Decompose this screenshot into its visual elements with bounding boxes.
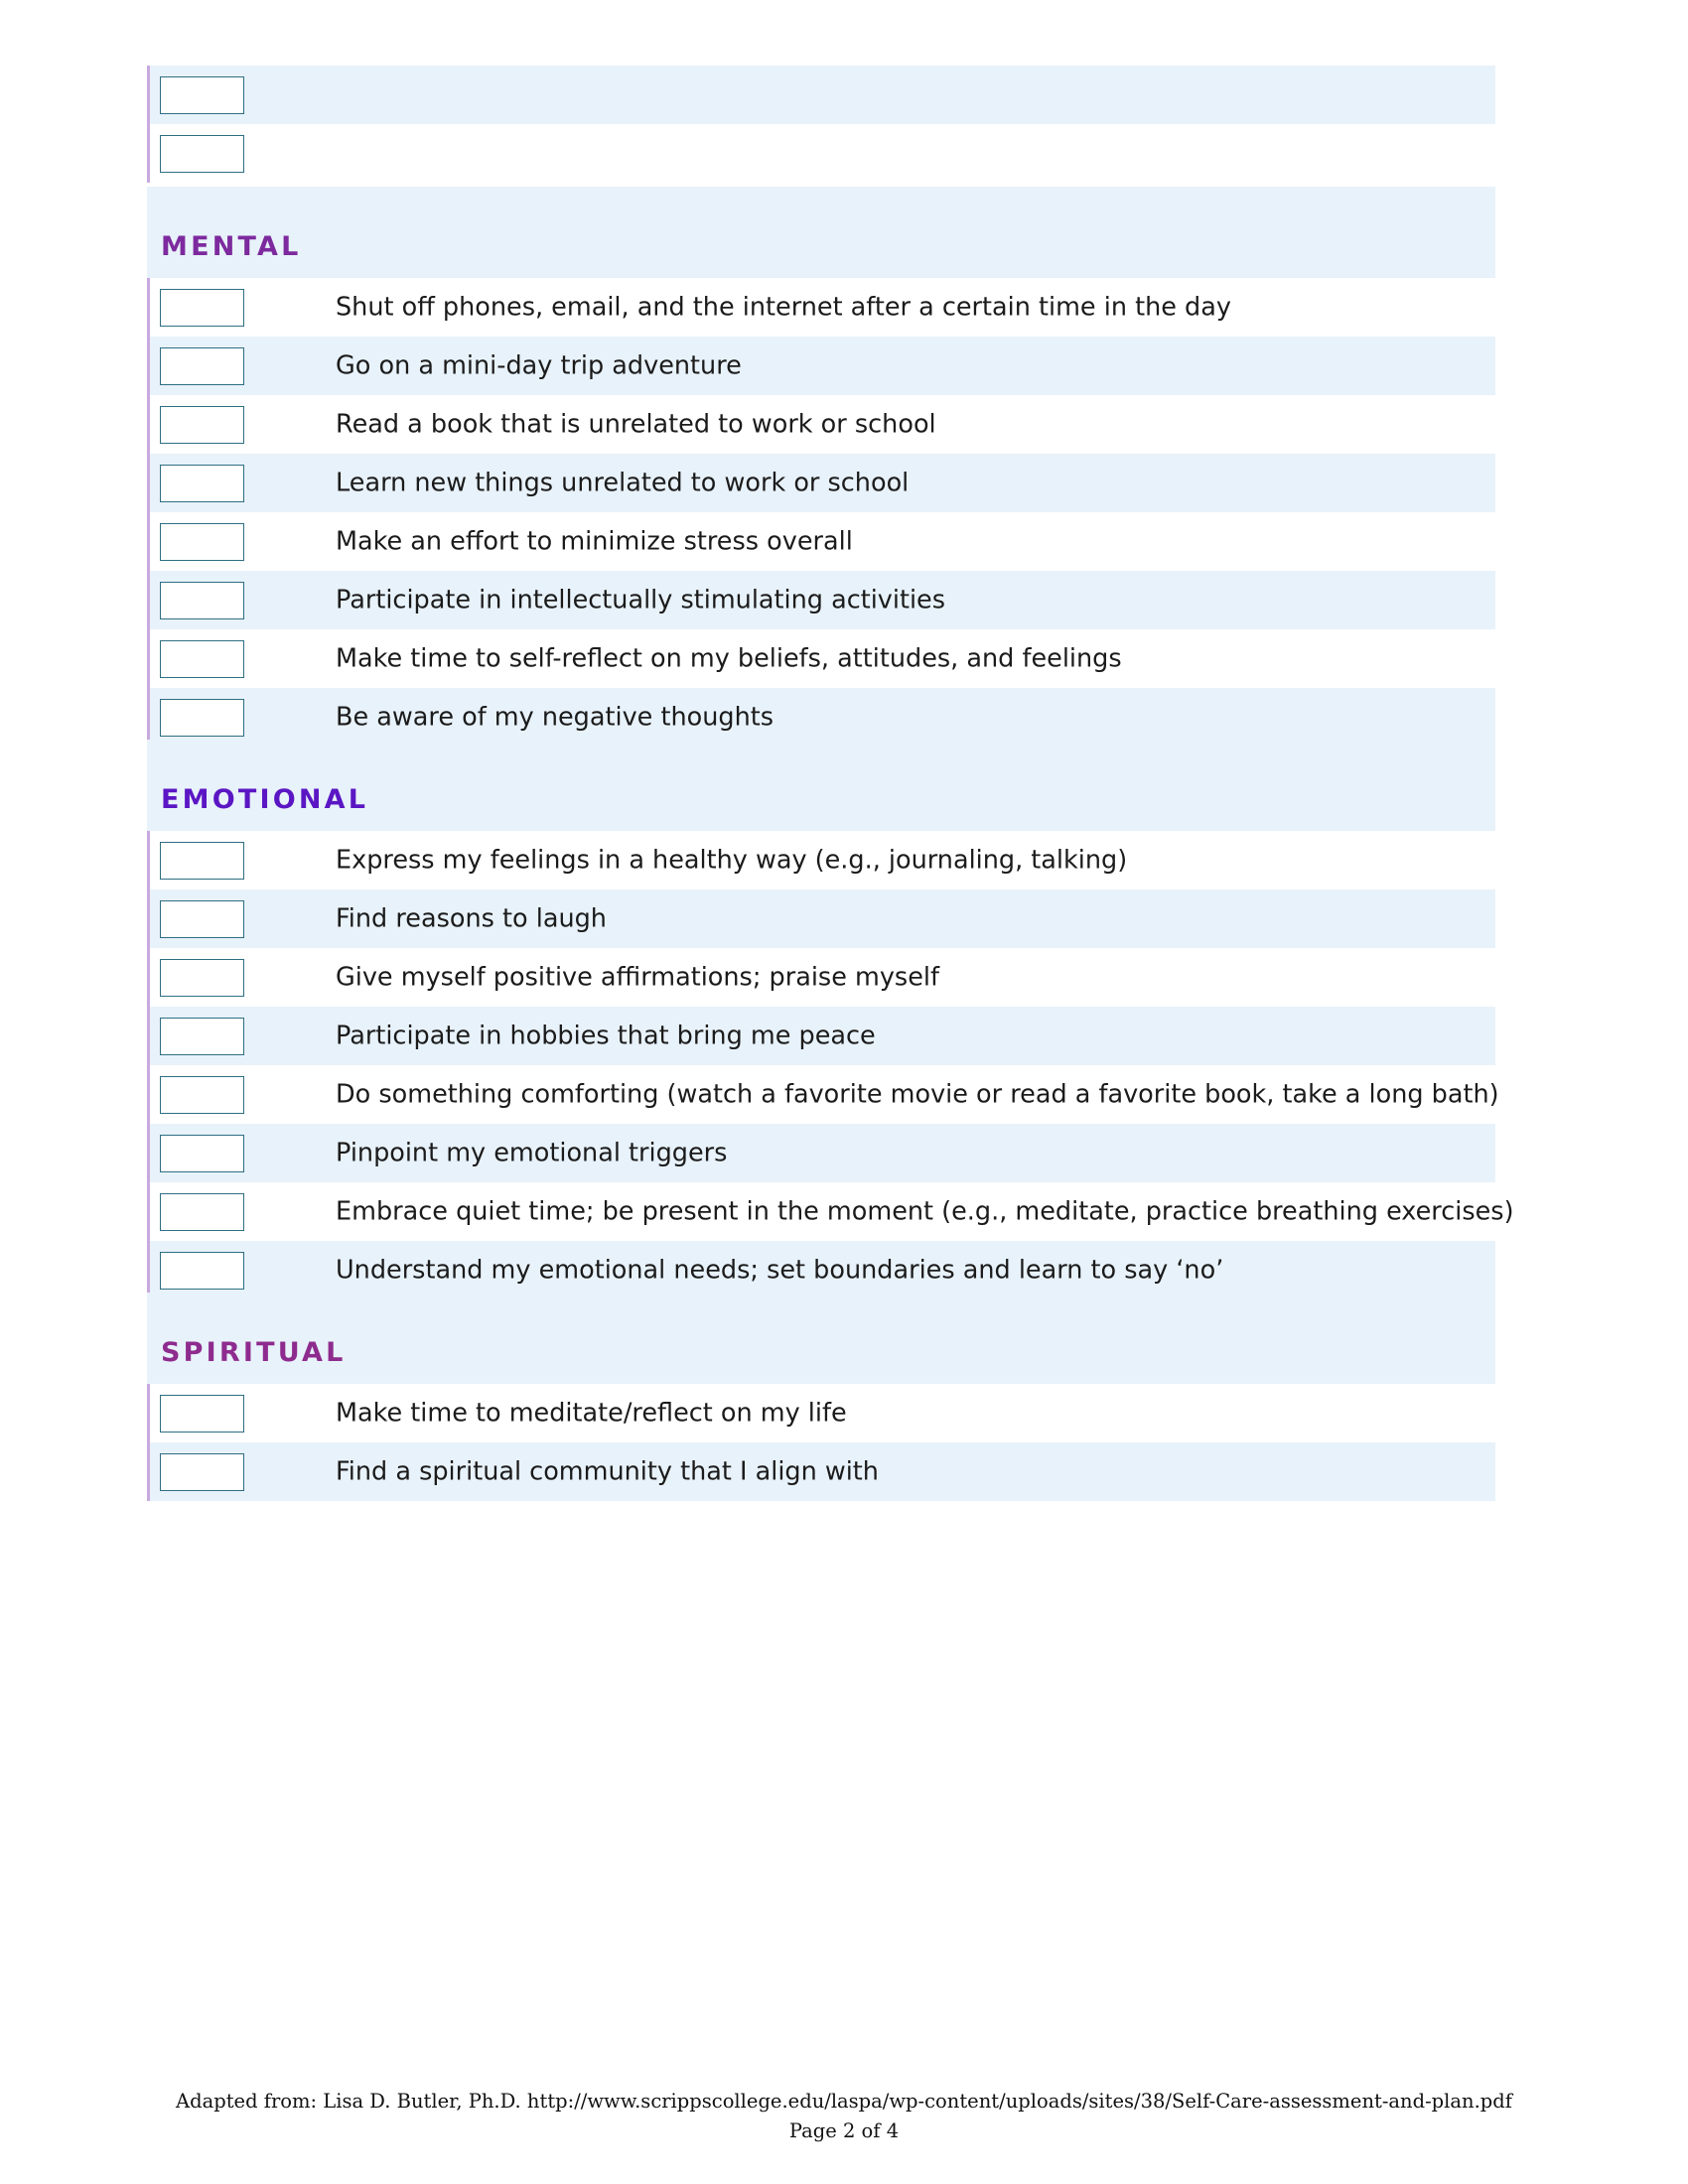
footer-source: Adapted from: Lisa D. Butler, Ph.D. http://www.scrippscollege.edu/laspa/wp-content/uploads/sites/38/Self-Care-assessment-and-plan.pdf <box>176 2089 1512 2113</box>
answer-input-box[interactable] <box>160 465 244 502</box>
answer-input-box[interactable] <box>160 406 244 444</box>
checklist-item-label: Be aware of my negative thoughts <box>336 702 774 733</box>
checklist-row <box>147 1182 1514 1241</box>
checklist-row <box>147 1007 1495 1065</box>
answer-input-box[interactable] <box>160 900 244 938</box>
answer-input-box[interactable] <box>160 582 244 619</box>
checklist-item-label: Go on a mini-day trip adventure <box>336 350 742 381</box>
checklist-row <box>147 512 1495 571</box>
footer-page-number: Page 2 of 4 <box>788 2118 900 2142</box>
continued-section-rows <box>147 66 1495 183</box>
answer-input-box[interactable] <box>160 1076 244 1114</box>
answer-input-box[interactable] <box>160 135 244 173</box>
checklist-item-label: Embrace quiet time; be present in the moment (e.g., meditate, practice breathing exercises) <box>336 1196 1514 1227</box>
checklist-item-label: Learn new things unrelated to work or school <box>336 468 910 498</box>
checklist-item-label: Understand my emotional needs; set boundaries and learn to say ‘no’ <box>336 1255 1224 1286</box>
checklist-item-label: Find a spiritual community that I align with <box>336 1456 879 1487</box>
checklist-item-label: Participate in hobbies that bring me peace <box>336 1021 876 1051</box>
checklist-row <box>147 1384 1495 1442</box>
checklist-item-label: Make an effort to minimize stress overall <box>336 526 853 557</box>
checklist-row <box>147 889 1495 948</box>
answer-input-box[interactable] <box>160 1395 244 1433</box>
checklist-row <box>147 278 1495 337</box>
checklist-row <box>147 831 1495 889</box>
checklist-row <box>147 1241 1495 1299</box>
answer-input-box[interactable] <box>160 523 244 561</box>
checklist-row <box>147 454 1495 512</box>
section-title: SPIRITUAL <box>161 1337 347 1368</box>
checklist-item-label: Participate in intellectually stimulating activities <box>336 585 946 615</box>
checklist-row <box>147 571 1495 629</box>
checklist-item-label: Make time to self-reflect on my beliefs, attitudes, and feelings <box>336 643 1122 674</box>
section-spiritual <box>147 1293 1495 1501</box>
checklist-item-label: Read a book that is unrelated to work or school <box>336 409 936 440</box>
answer-input-box[interactable] <box>160 1252 244 1290</box>
answer-input-box[interactable] <box>160 347 244 385</box>
checklist-row <box>147 688 1495 747</box>
checklist-item-label: Do something comforting (watch a favorite movie or read a favorite book, take a long bath) <box>336 1079 1499 1110</box>
checklist-row <box>147 948 1495 1007</box>
answer-input-box[interactable] <box>160 959 244 997</box>
section-title: EMOTIONAL <box>161 784 369 815</box>
checklist-row <box>147 66 1495 124</box>
checklist-item-label: Find reasons to laugh <box>336 903 607 934</box>
answer-input-box[interactable] <box>160 699 244 737</box>
checklist-item-label: Shut off phones, email, and the internet after a certain time in the day <box>336 292 1231 323</box>
answer-input-box[interactable] <box>160 1135 244 1172</box>
section-header-band <box>147 187 1495 278</box>
checklist-row <box>147 337 1495 395</box>
answer-input-box[interactable] <box>160 76 244 114</box>
checklist-row <box>147 629 1495 688</box>
checklist-item-label: Pinpoint my emotional triggers <box>336 1138 728 1168</box>
checklist-row <box>147 1065 1499 1124</box>
answer-input-box[interactable] <box>160 842 244 880</box>
answer-input-box[interactable] <box>160 640 244 678</box>
page-footer <box>0 2087 1688 2146</box>
checklist-row <box>147 1442 1495 1501</box>
answer-input-box[interactable] <box>160 1193 244 1231</box>
checklist-row <box>147 1124 1495 1182</box>
checklist-item-label: Express my feelings in a healthy way (e.g., journaling, talking) <box>336 845 1128 876</box>
answer-input-box[interactable] <box>160 1018 244 1055</box>
answer-input-box[interactable] <box>160 1453 244 1491</box>
section-header-band <box>147 740 1495 831</box>
checklist-item-label: Make time to meditate/reflect on my life <box>336 1398 847 1429</box>
section-title: MENTAL <box>161 231 302 262</box>
answer-input-box[interactable] <box>160 289 244 327</box>
checklist-row <box>147 395 1495 454</box>
checklist-row <box>147 124 1495 183</box>
checklist-item-label: Give myself positive affirmations; praise myself <box>336 962 939 993</box>
section-header-band <box>147 1293 1495 1384</box>
